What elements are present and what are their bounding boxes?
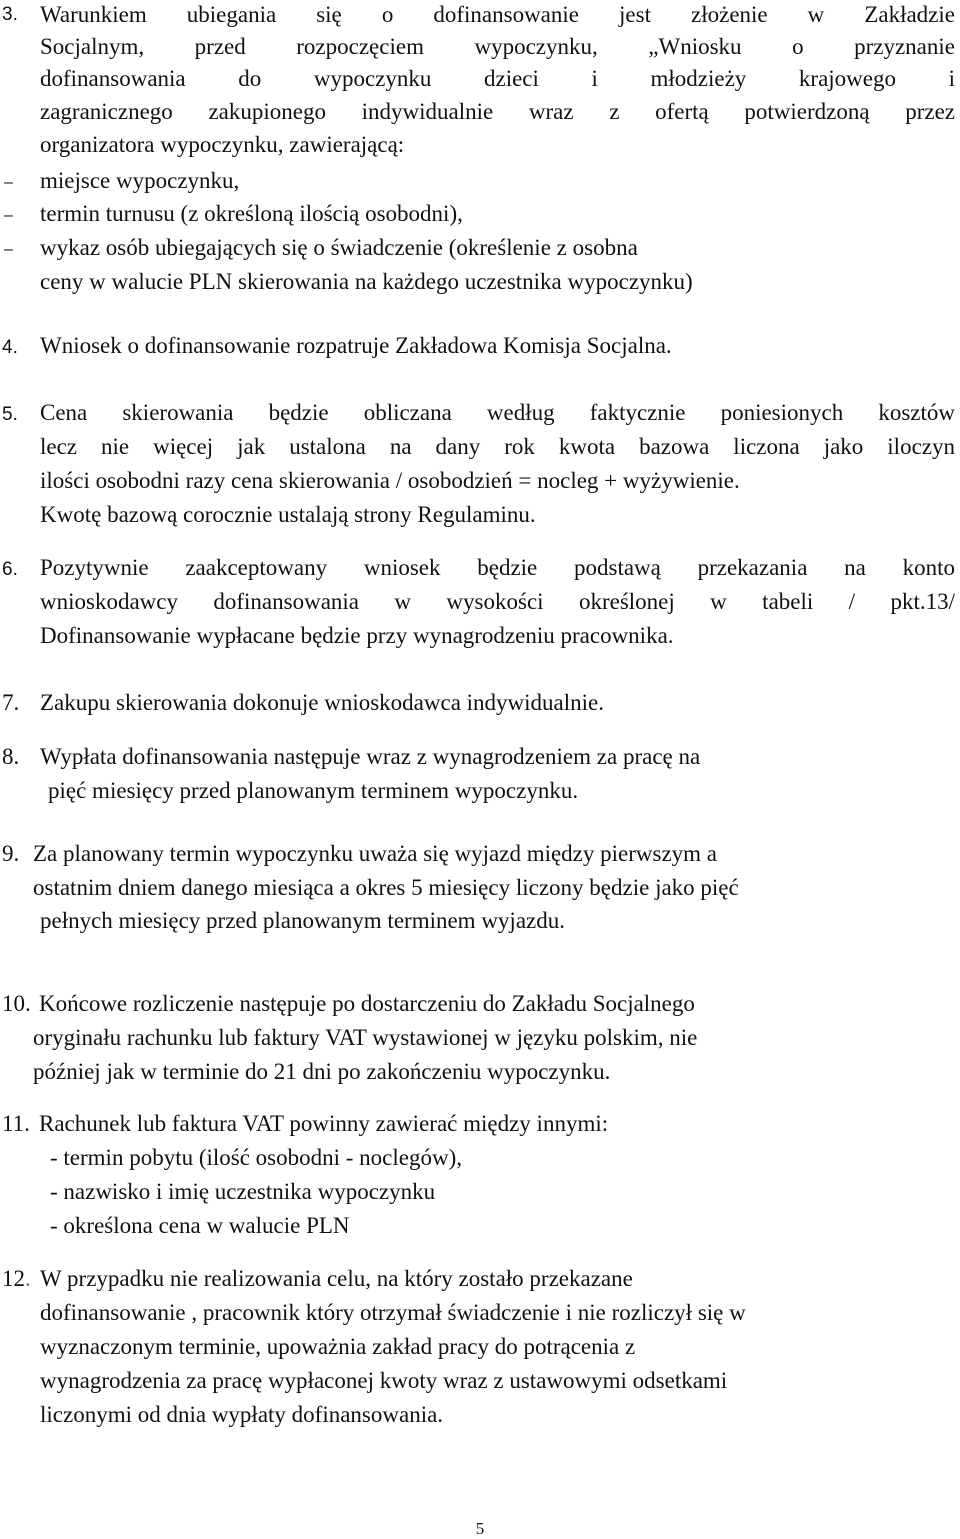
text-line: liczonymi od dnia wypłaty dofinansowania. bbox=[40, 1402, 444, 1427]
text-line: Rachunek lub faktura VAT powinny zawierać między innymi: bbox=[39, 1111, 609, 1136]
sub-item: - określona cena w walucie PLN bbox=[50, 1213, 350, 1238]
item-number-digits: 12 bbox=[2, 1266, 25, 1291]
item-number: 3. bbox=[2, 4, 18, 25]
item-number: 4. bbox=[2, 337, 18, 358]
bullet-item-continuation: ceny w walucie PLN skierowania na każdego uczestnika wypoczynku) bbox=[40, 269, 693, 294]
bullet-item: termin turnusu (z określoną ilością osobodni), bbox=[40, 201, 463, 226]
text-line: zagranicznego zakupionego indywidualnie wraz z ofertą potwierdzoną przez bbox=[40, 99, 955, 124]
bullet-dash: – bbox=[4, 174, 13, 191]
text-line: Kwotę bazową corocznie ustalają strony Regulaminu. bbox=[40, 502, 536, 527]
text-line: Za planowany termin wypoczynku uważa się wyjazd między pierwszym a bbox=[33, 841, 718, 866]
item-number: 11. bbox=[2, 1111, 30, 1136]
item-number: 9. bbox=[2, 841, 20, 866]
item-number: 6. bbox=[2, 559, 18, 580]
bullet-dash: – bbox=[4, 207, 13, 224]
text-line: dofinansowania do wypoczynku dzieci i młodzieży krajowego i bbox=[40, 66, 955, 91]
item-number: 5. bbox=[2, 404, 18, 425]
text-line: Warunkiem ubiegania się o dofinansowanie jest złożenie w Zakładzie bbox=[40, 2, 955, 27]
sub-item: - termin pobytu (ilość osobodni - noclegów), bbox=[50, 1145, 463, 1170]
text-line: Cena skierowania będzie obliczana według faktycznie poniesionych kosztów bbox=[40, 400, 955, 425]
item-number: 10. bbox=[2, 991, 31, 1016]
text-line: Socjalnym, przed rozpoczęciem wypoczynku, „Wniosku o przyznanie bbox=[40, 34, 955, 59]
text-line: Końcowe rozliczenie następuje po dostarczeniu do Zakładu Socjalnego bbox=[39, 991, 695, 1016]
sub-item: - nazwisko i imię uczestnika wypoczynku bbox=[50, 1179, 436, 1204]
text-line: ostatnim dniem danego miesiąca a okres 5 miesięcy liczony będzie jako pięć bbox=[33, 875, 739, 900]
text-line: pięć miesięcy przed planowanym terminem wypoczynku. bbox=[48, 778, 579, 803]
text-line: W przypadku nie realizowania celu, na który zostało przekazane bbox=[40, 1266, 633, 1291]
item-number: 7. bbox=[2, 690, 20, 715]
item-number-dot: . bbox=[25, 1266, 31, 1291]
text-line: wynagrodzenia za pracę wypłaconej kwoty wraz z ustawowymi odsetkami bbox=[40, 1368, 728, 1393]
text-line: oryginału rachunku lub faktury VAT wystawionej w języku polskim, nie bbox=[33, 1025, 698, 1050]
text-line: dofinansowanie , pracownik który otrzymał świadczenie i nie rozliczył się w bbox=[40, 1300, 746, 1325]
bullet-dash: – bbox=[4, 241, 13, 258]
text-line: wnioskodawcy dofinansowania w wysokości określonej w tabeli / pkt.13/ bbox=[40, 589, 955, 614]
bullet-item: miejsce wypoczynku, bbox=[40, 168, 240, 193]
text-line: Pozytywnie zaakceptowany wniosek będzie podstawą przekazania na konto bbox=[40, 555, 955, 580]
text-line: wyznaczonym terminie, upoważnia zakład pracy do potrącenia z bbox=[40, 1334, 636, 1359]
text-line: organizatora wypoczynku, zawierającą: bbox=[40, 132, 405, 157]
text-line: Zakupu skierowania dokonuje wnioskodawca indywidualnie. bbox=[40, 690, 605, 715]
item-number bbox=[2, 1264, 31, 1294]
bullet-item: wykaz osób ubiegających się o świadczenie (określenie z osobna bbox=[40, 235, 638, 260]
text-line: Wniosek o dofinansowanie rozpatruje Zakładowa Komisja Socjalna. bbox=[40, 333, 672, 358]
text-line: ilości osobodni razy cena skierowania / osobodzień = nocleg + wyżywienie. bbox=[40, 468, 740, 493]
text-line: Dofinansowanie wypłacane będzie przy wynagrodzeniu pracownika. bbox=[40, 623, 674, 648]
item-number: 8. bbox=[2, 744, 20, 769]
text-line: później jak w terminie do 21 dni po zakończeniu wypoczynku. bbox=[33, 1059, 611, 1084]
page-number: 5 bbox=[475, 1519, 485, 1538]
text-line: Wypłata dofinansowania następuje wraz z wynagrodzeniem za pracę na bbox=[40, 744, 701, 769]
text-line: pełnych miesięcy przed planowanym terminem wyjazdu. bbox=[40, 908, 565, 933]
text-line: lecz nie więcej jak ustalona na dany rok kwota bazowa liczona jako iloczyn bbox=[40, 434, 955, 459]
